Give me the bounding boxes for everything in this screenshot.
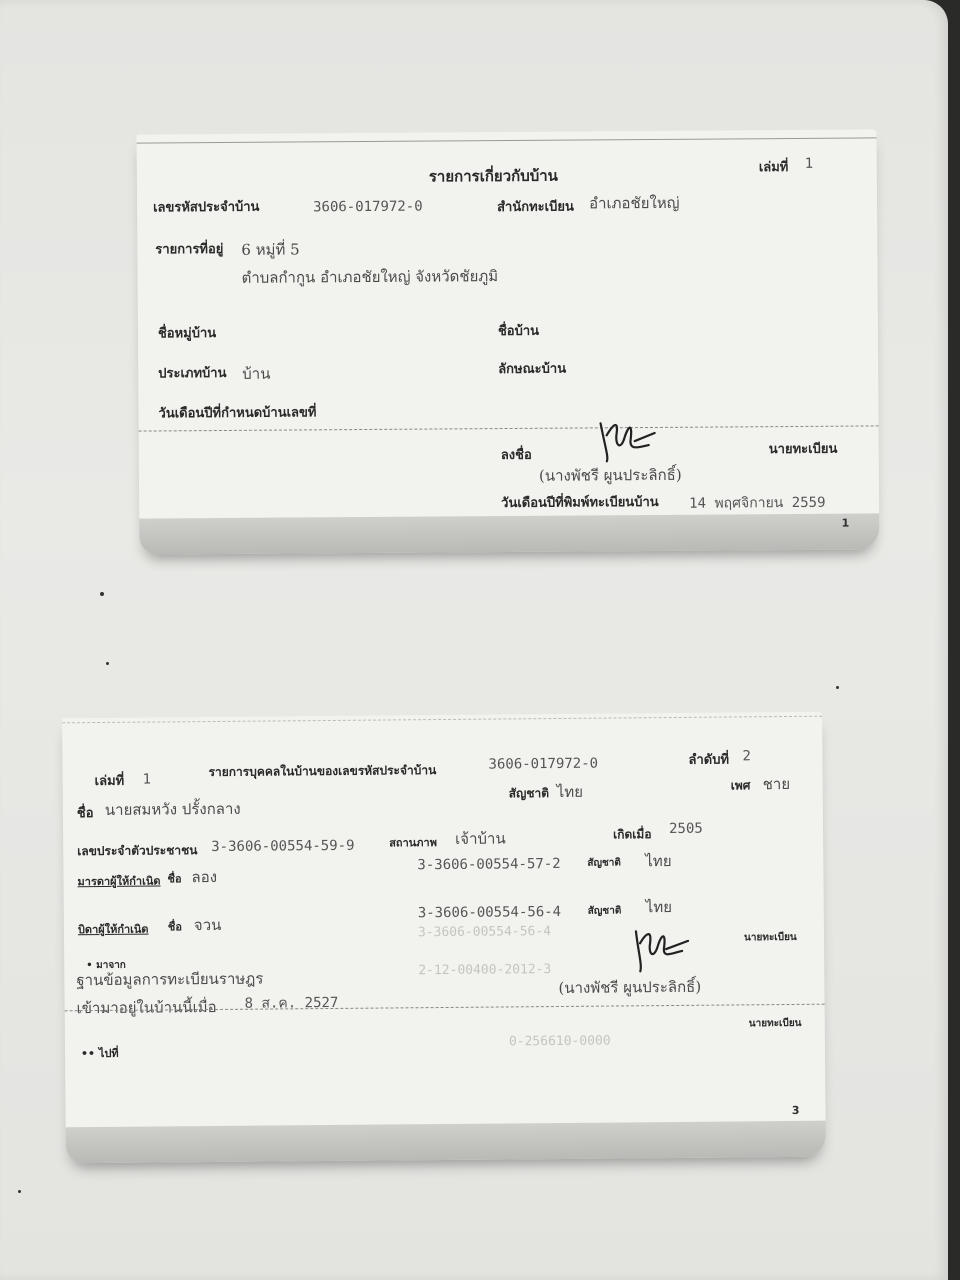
address-line-1: 6 หมู่ที่ 5 [241,240,300,259]
mother-nationality-value: ไทย [645,852,672,871]
paper-speck [100,592,104,596]
citizen-id-label: เลขประจำตัวประชาชน [77,843,198,859]
name-value: นายสมหวัง ปรั้งกลาง [104,799,241,819]
sex-label: เพศ [730,778,751,793]
mother-nationality-label: สัญชาติ [587,857,621,869]
registrar-title: นายทะเบียน [768,441,838,458]
birth-value: 2505 [668,820,703,838]
registrar-signature [595,415,675,466]
village-name-label: ชื่อหมู่บ้าน [157,326,217,342]
registrar-name: (นางพัชรี ผูนประลิกธิ์) [558,977,702,998]
moved-in-value: 8 ส.ค. 2527 [244,994,339,1012]
order-value: 2 [742,748,751,765]
sex-value: ชาย [762,774,791,794]
destination-label: •• ไปที่ [80,1046,119,1061]
status-value: เจ้าบ้าน [455,829,506,848]
house-id-label: เลขรหัสประจำบ้าน [153,199,260,216]
mother-id-value: 3-3606-00554-57-2 [417,855,561,874]
father-id-value: 3-3606-00554-56-4 [417,903,562,922]
mother-name-label: ชื่อ [167,872,182,886]
father-nationality-value: ไทย [645,898,673,917]
house-type-label: ประเภทบ้าน [158,365,227,382]
person-details-card [62,712,826,1164]
order-label: ลำดับที่ [688,752,730,768]
bleed-through-text: 3-3606-00554-56-4 [417,924,552,941]
sign-label: ลงชื่อ [500,447,532,464]
status-label: สถานภาพ [389,836,437,850]
registrar-signature [630,925,700,974]
origin-label: • มาจาก [86,959,126,972]
citizen-id-value: 3-3606-00554-59-9 [211,837,355,856]
mother-label: มารดาผู้ให้กำเนิด [77,874,161,889]
paper-speck [836,686,839,689]
registry-office-label: สำนักทะเบียน [497,199,574,216]
paper-speck [18,1190,21,1193]
father-nationality-label: สัญชาติ [587,905,622,917]
card-footer [66,1121,826,1164]
birth-label: เกิดเมื่อ [613,827,652,842]
print-date-label: วันเดือนปีที่พิมพ์ทะเบียนบ้าน [501,494,659,512]
house-id-value: 3606-017972-0 [312,198,423,216]
person-card-heading: รายการบุคคลในบ้านของเลขรหัสประจำบ้าน [208,763,437,780]
address-label: รายการที่อยู่ [155,241,224,258]
father-name-label: ชื่อ [167,920,183,934]
paper-speck [106,662,109,665]
name-label: ชื่อ [76,806,94,822]
father-name-value: จวน [193,915,222,935]
house-details-card [137,129,880,554]
house-name-label: ชื่อบ้าน [497,323,540,340]
registry-office-value: อำเภอชัยใหญ่ [588,193,680,213]
house-card-heading: รายการเกี่ยวกับบ้าน [428,166,558,186]
address-line-2: ตำบลกำกูน อำเภอชัยใหญ่ จังหวัดชัยภูมิ [241,267,499,287]
nationality-value: ไทย [556,782,584,802]
father-label: บิดาผู้ให้กำเนิด [77,922,149,937]
card-footer [139,513,879,554]
page-number: 1 [841,516,850,530]
registrar-name: (นางพัชรี ผูนประลิกธิ์) [538,465,682,485]
book-number-value: 1 [142,771,152,788]
nationality-label: สัญชาติ [508,786,550,801]
house-id-value: 3606-017972-0 [488,755,599,773]
origin-value: ฐานข้อมูลการทะเบียนราษฎร [76,969,264,990]
section-divider [139,425,879,431]
registrar-title: นายทะเบียน [743,931,797,944]
house-feature-label: ลักษณะบ้าน [498,361,567,378]
print-date-value: 14 พฤศจิกายน 2559 [689,494,826,512]
top-rule [62,716,822,724]
top-rule [137,137,877,143]
mother-name-value: ลอง [191,867,218,887]
house-number-date-label: วันเดือนปีที่กำหนดบ้านเลขที่ [158,405,317,422]
book-number-label: เล่มที่ [758,160,789,176]
house-type-value: บ้าน [242,364,271,383]
book-number-label: เล่มที่ [94,773,125,790]
page-number: 3 [791,1103,800,1117]
moved-in-label: เข้ามาอยู่ในบ้านนี้เมื่อ [76,997,217,1018]
book-number-value: 1 [804,155,814,172]
bleed-through-text: 2-12-00400-2012-3 [418,962,552,979]
bleed-through-text: 0-256610-0000 [508,1033,611,1050]
registrar-title-2: นายทะเบียน [748,1017,802,1030]
